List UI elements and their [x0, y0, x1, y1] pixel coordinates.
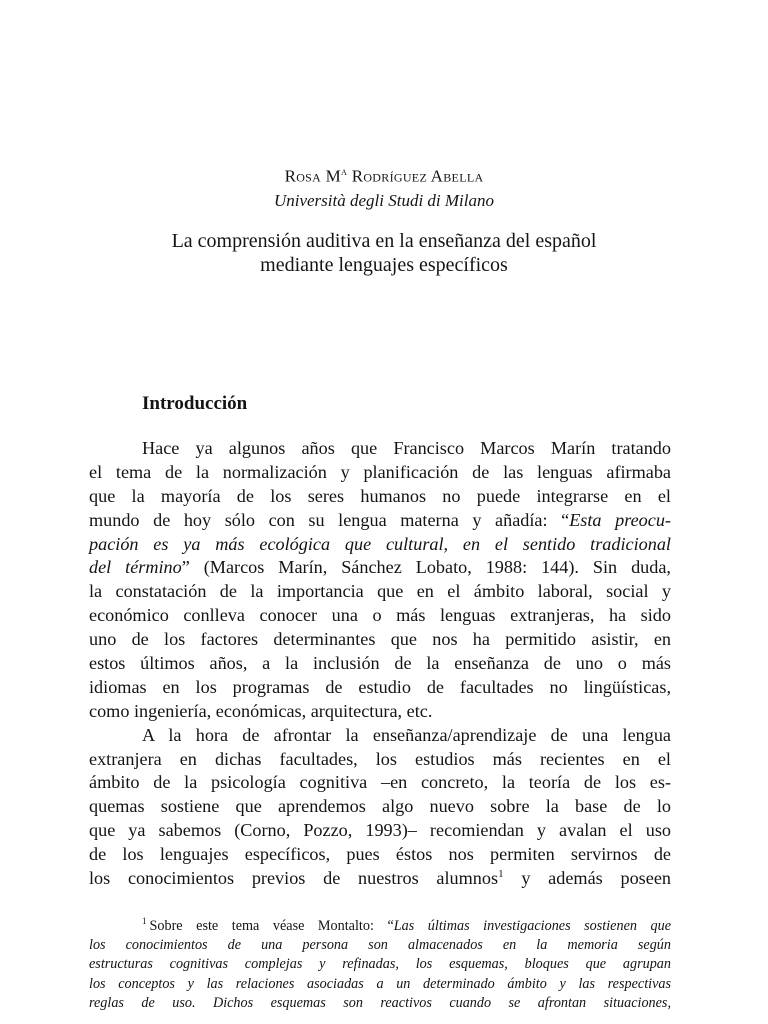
paragraph-line: que la mayoría de los seres humanos no puede integrarse en el [89, 485, 671, 506]
footnote-line [89, 955, 671, 974]
line-part: y además poseen [503, 868, 671, 889]
quote-italic: Las últimas investigaciones sostienen que [393, 918, 671, 934]
quote-italic: Esta preocu- [569, 509, 671, 530]
line-part: los conocimientos previos de nuestros alumnos [89, 868, 499, 889]
footnote-mark: 1 [142, 916, 147, 927]
line-part: ” (Marcos Marín, Sánchez Lobato, 1988: 144). Sin duda, [181, 557, 671, 578]
paragraph-line: estos últimos años, a la inclusión de la enseñanza de uno o más [89, 653, 671, 674]
footnote-line [89, 936, 671, 955]
paragraph-line: ámbito de la psicología cognitiva –en concreto, la teoría de los es- [89, 772, 671, 793]
paragraph-line: A la hora de afrontar la enseñanza/aprendizaje de una lengua [142, 724, 671, 745]
quote-italic: pación es ya más ecológica que cultural, en el sentido tradicional [89, 533, 671, 554]
paragraph-line [89, 867, 671, 891]
quote-italic: los conceptos y las relaciones asociadas a un determinado ámbito y las respectivas [89, 975, 671, 992]
title-line-1: La comprensión auditiva en la enseñanza del español [171, 230, 597, 252]
body-text [89, 437, 671, 891]
paragraph-line: idiomas en los programas de estudio de facultades no lingüísticas, [89, 676, 671, 697]
paragraph-line: que ya sabemos (Corno, Pozzo, 1993)– recomiendan y avalan el uso [89, 820, 671, 841]
paragraph-line: quemas sostiene que aprendemos algo nuevo sobre la base de lo [89, 796, 671, 817]
article-header [0, 160, 768, 213]
paragraph-line: de los lenguajes específicos, pues éstos nos permiten servirnos de [89, 844, 671, 865]
title-line-2: mediante lenguajes específicos [260, 254, 508, 276]
author-affiliation: Università degli Studi di Milano [273, 190, 495, 210]
line-part: Sobre este tema véase Montalto: “ [149, 918, 394, 934]
line-part: mundo de hoy sólo con su lengua materna y añadía: “ [89, 509, 570, 530]
paragraph-line: la constatación de la importancia que en el ámbito laboral, social y [89, 581, 671, 602]
paragraph-line [89, 533, 671, 557]
author-name [0, 160, 768, 189]
paragraph-line [89, 509, 671, 533]
quote-italic: del término [89, 557, 182, 578]
author-prefix: Rosa M [284, 166, 342, 186]
footnote-line [89, 994, 671, 1013]
quote-italic: reglas de uso. Dichos esquemas son reactivos cuando se afrontan situaciones, [89, 994, 671, 1011]
paragraph-line: el tema de la normalización y planificación de las lenguas afirmaba [89, 461, 671, 482]
footnote-line [89, 917, 671, 936]
quote-italic: estructuras cognitivas complejas y refinadas, los esquemas, bloques que agrupan [89, 956, 671, 973]
section-heading: Introducción [142, 393, 248, 414]
footnote-reference: 1 [498, 867, 504, 880]
paragraph-line: económico conlleva conocer una o más lenguas extranjeras, ha sido [89, 605, 671, 626]
paragraph-line: extranjera en dichas facultades, los estudios más recientes en el [89, 748, 671, 769]
paragraph-line: uno de los factores determinantes que nos ha permitido asistir, en [89, 629, 671, 650]
author-superscript: a [341, 166, 348, 178]
footnote-line [89, 975, 671, 994]
paragraph-line: Hace ya algunos años que Francisco Marcos Marín tratando [142, 438, 671, 458]
paragraph-line: como ingeniería, económicas, arquitectura, etc. [89, 700, 433, 721]
footnote [89, 917, 671, 1013]
author-surname: Rodríguez Abella [347, 166, 484, 186]
quote-italic: los conocimientos de una persona son almacenados en la memoria según [89, 937, 671, 954]
paragraph-line [89, 556, 671, 580]
article-title [0, 229, 768, 277]
